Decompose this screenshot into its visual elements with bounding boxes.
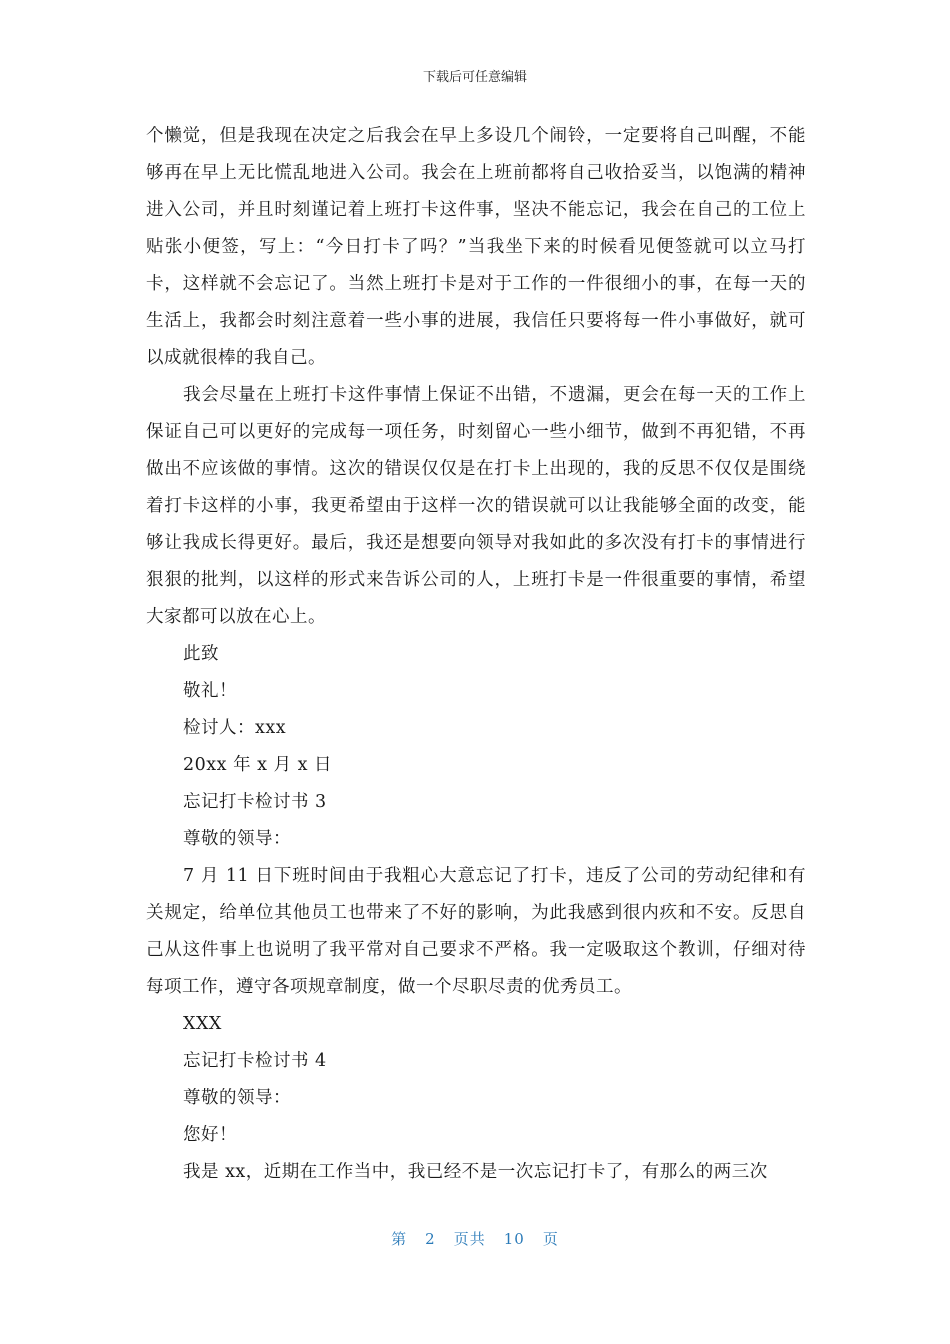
closing-line-2: 敬礼！ xyxy=(183,681,237,701)
signer-line: 检讨人：xxx xyxy=(183,718,287,738)
footer-label-end: 页 xyxy=(542,1230,559,1248)
salutation-4: 尊敬的领导： xyxy=(183,1088,291,1108)
salutation-3: 尊敬的领导： xyxy=(183,829,291,849)
section-title-4: 忘记打卡检讨书 4 xyxy=(183,1051,327,1071)
greeting-4: 您好！ xyxy=(183,1125,237,1145)
closing-line-1: 此致 xyxy=(183,644,219,664)
footer-current-page: 2 xyxy=(425,1230,436,1248)
paragraph-3: 7 月 11 日下班时间由于我粗心大意忘记了打卡，违反了公司的劳动纪律和有关规定，给单位其他员工也带来了不好的影响，为此我感到很内疚和不安。反思自己从这件事上也说明了我平常对自己要求不严格。我一定吸取这个教训，仔细对待每项工作，遵守各项规章制度，做一个尽职尽责的优秀员工。 xyxy=(146,866,806,997)
paragraph-4: 我是 xx，近期在工作当中，我已经不是一次忘记打卡了，有那么的两三次 xyxy=(183,1162,768,1182)
footer-label-of: 页共 xyxy=(453,1230,486,1248)
paragraph-1: 个懒觉，但是我现在决定之后我会在早上多设几个闹铃，一定要将自己叫醒，不能够再在早上无比慌乱地进入公司。我会在上班前都将自己收拾妥当，以饱满的精神进入公司，并且时刻谨记着上班打卡这件事，坚决不能忘记，我会在自己的工位上贴张小便签，写上：“今日打卡了吗？”当我坐下来的时候看见便签就可以立马打卡，这样就不会忘记了。当然上班打卡是对于工作的一件很细小的事，在每一天的生活上，我都会时刻注意着一些小事的进展，我信任只要将每一件小事做好，就可以成就很棒的我自己。 xyxy=(146,126,806,368)
date-line: 20xx 年 x 月 x 日 xyxy=(183,755,333,775)
section-title-3: 忘记打卡检讨书 3 xyxy=(183,792,327,812)
signer-3: XXX xyxy=(183,1014,222,1034)
paragraph-2: 我会尽量在上班打卡这件事情上保证不出错，不遗漏，更会在每一天的工作上保证自己可以更好的完成每一项任务，时刻留心一些小细节，做到不再犯错，不再做出不应该做的事情。这次的错误仅仅是在打卡上出现的，我的反思不仅仅是围绕着打卡这样的小事，我更希望由于这样一次的错误就可以让我能够全面的改变，能够让我成长得更好。最后，我还是想要向领导对我如此的多次没有打卡的事情进行狠狠的批判，以这样的形式来告诉公司的人，上班打卡是一件很重要的事情，希望大家都可以放在心上。 xyxy=(146,385,806,627)
page-footer xyxy=(0,1228,950,1249)
document-body xyxy=(146,118,806,1191)
footer-total-pages: 10 xyxy=(503,1230,525,1248)
footer-label-page: 第 xyxy=(391,1230,408,1248)
page-header-note: 下载后可任意编辑 xyxy=(422,70,527,85)
